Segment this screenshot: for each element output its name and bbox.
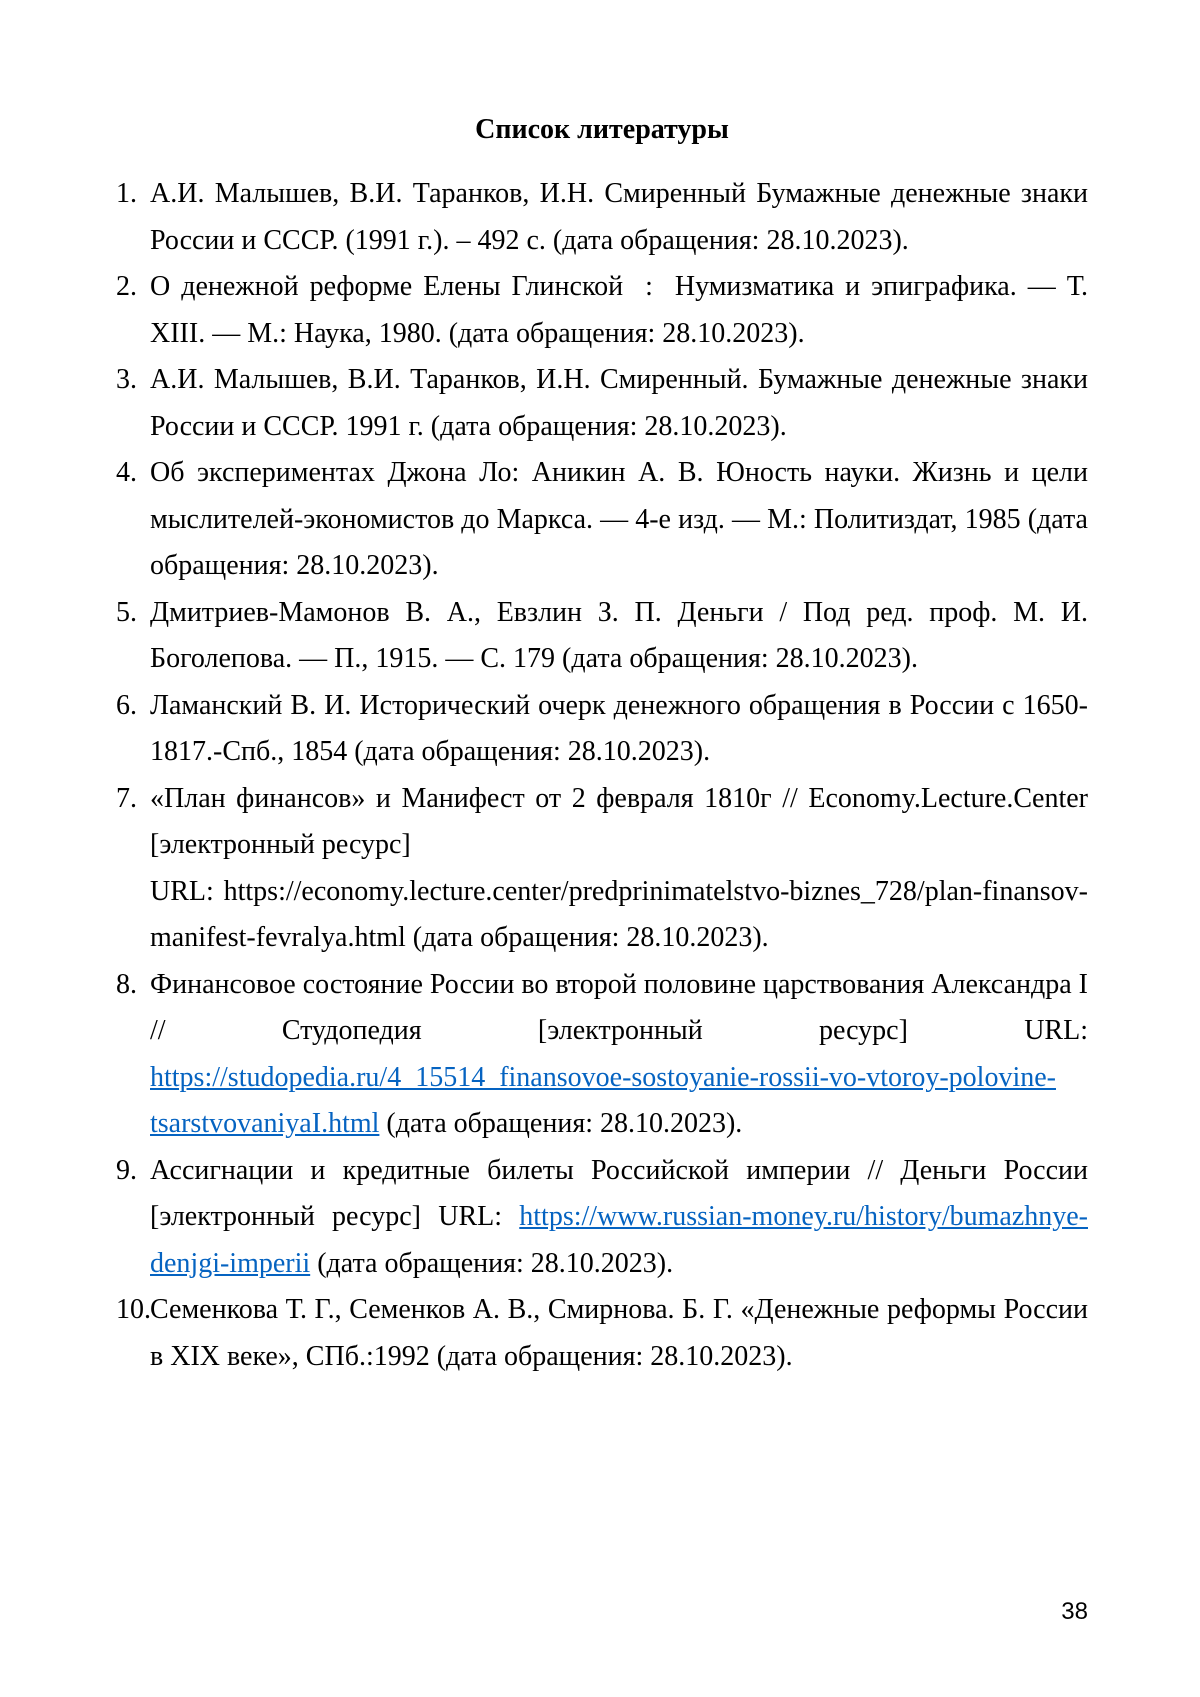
reference-text: Дмитриев-Мамонов В. А., Евзлин З. П. Деньги / Под ред. проф. М. И. Боголепова. — П., 1915. — С. 179 (дата обращения: 28.10.2023). [150, 596, 1088, 674]
page-title: Список литературы [475, 114, 729, 145]
reference-text: (дата обращения: 28.10.2023). [379, 1108, 743, 1139]
reference-number: 2. [116, 271, 137, 302]
reference-item [116, 1287, 1088, 1380]
reference-item [116, 264, 1088, 357]
reference-text: (дата обращения: 28.10.2023). [310, 1247, 674, 1279]
reference-text: Ассигнации и кредитные билеты Российской империи // Деньги России [электронный ресурс] URL: [150, 1154, 1088, 1232]
reference-number: 6. [116, 689, 137, 721]
reference-number: 10. [116, 1294, 151, 1325]
reference-text: Ламанский В. И. Исторический очерк денежного обращения в России с 1650-1817.-Спб., 1854 (дата обращения: 28.10.2023). [150, 689, 1088, 767]
reference-number: 8. [116, 968, 137, 1000]
reference-link[interactable]: https://www.russian-money.ru/history/bumazhnye-denjgi-imperii [150, 1201, 1088, 1279]
reference-number: 4. [116, 457, 137, 488]
reference-item [116, 357, 1088, 450]
page-number: 38 [1061, 1598, 1088, 1625]
reference-item [116, 450, 1088, 590]
reference-number: 3. [116, 364, 137, 395]
reference-number: 1. [116, 178, 137, 209]
reference-text: «План финансов» и Манифест от 2 февраля 1810г // Economy.Lecture.Center [электронный ресурс] [150, 782, 1088, 860]
reference-link[interactable]: https://studopedia.ru/4_15514_finansovoe-sostoyanie-rossii-vo-vtoroy-polovine-tsarstvovaniyaI.html [150, 1061, 1056, 1139]
reference-number: 7. [116, 782, 137, 814]
reference-text: Об экспериментах Джона Ло: Аникин А. В. Юность науки. Жизнь и цели мыслителей-экономистов до Маркса. — 4-е изд. — М.: Политиздат, 1985 (дата обращения: 28.10.2023). [150, 457, 1088, 581]
reference-text: Семенкова Т. Г., Семенков А. В., Смирнова. Б. Г. «Денежные реформы России в XIX веке», СПб.:1992 (дата обращения: 28.10.2023). [150, 1294, 1088, 1372]
reference-text: URL: https://economy.lecture.center/predprinimatelstvo-biznes_728/plan-finansov-manifest-fevralya.html (дата обращения: 28.10.2023). [150, 875, 1088, 953]
reference-item [116, 683, 1088, 776]
reference-number: 5. [116, 596, 137, 628]
reference-item [116, 776, 1088, 962]
reference-item [116, 1148, 1088, 1288]
reference-item [116, 962, 1088, 1148]
reference-item [116, 171, 1088, 264]
reference-text: О денежной реформе Елены Глинской : Нумизматика и эпиграфика. — Т. XIII. — М.: Наука, 1980. (дата обращения: 28.10.2023). [150, 271, 1088, 349]
reference-item [116, 590, 1088, 683]
reference-text: А.И. Малышев, В.И. Таранков, И.Н. Смиренный. Бумажные денежные знаки России и СССР. 1991 г. (дата обращения: 28.10.2023). [150, 364, 1088, 442]
reference-text: А.И. Малышев, В.И. Таранков, И.Н. Смиренный Бумажные денежные знаки России и СССР. (1991 г.). – 492 с. (дата обращения: 28.10.2023). [150, 178, 1088, 256]
reference-number: 9. [116, 1154, 137, 1186]
reference-text: Финансовое состояние России во второй половине царствования Александра I // Студопедия [электронный ресурс] URL: [150, 968, 1088, 1046]
reference-list [116, 171, 1088, 1380]
